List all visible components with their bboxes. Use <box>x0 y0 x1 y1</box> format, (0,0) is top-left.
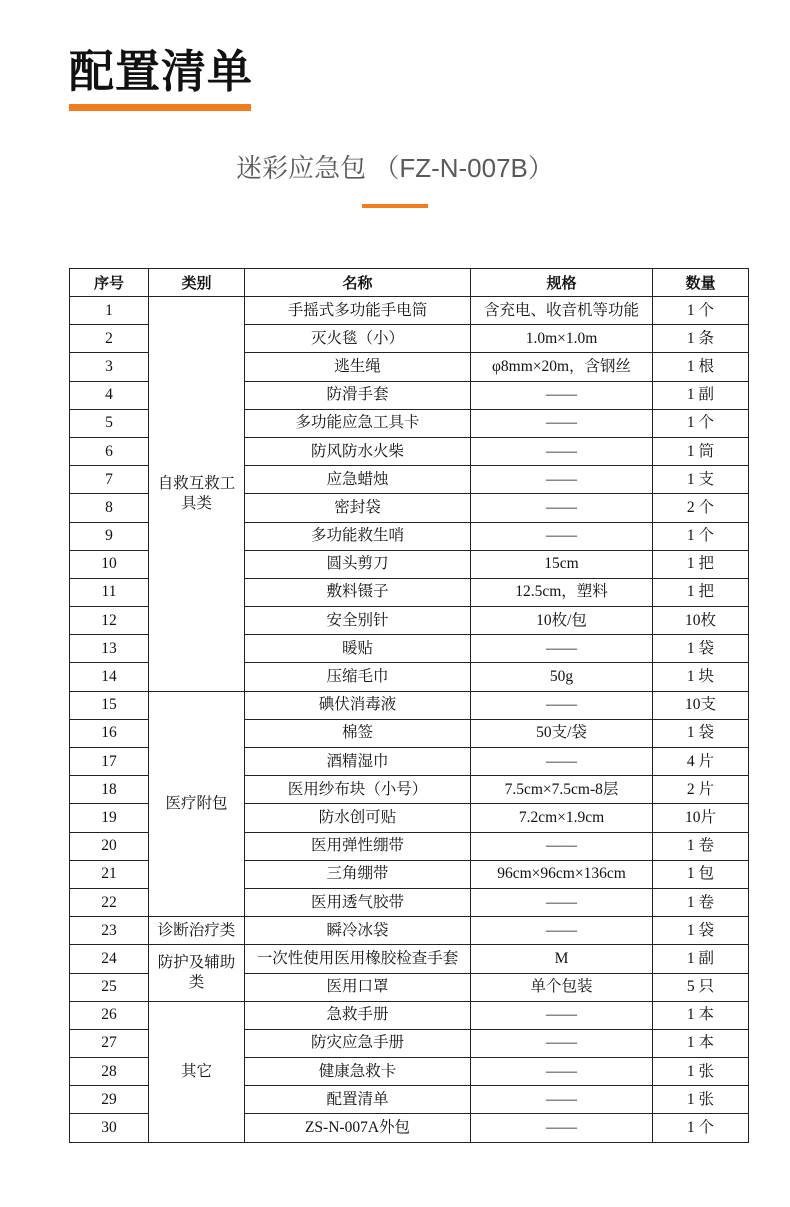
title-underline-bar <box>69 104 251 111</box>
cell-name: 圆头剪刀 <box>245 550 471 578</box>
cell-spec: —— <box>471 466 653 494</box>
cell-name: 敷料镊子 <box>245 578 471 606</box>
cell-spec: 10枚/包 <box>471 607 653 635</box>
cell-qty: 1 个 <box>653 1114 749 1142</box>
cell-qty: 1 块 <box>653 663 749 691</box>
cell-name: 多功能救生哨 <box>245 522 471 550</box>
cell-category: 医疗附包 <box>149 691 245 917</box>
cell-no: 9 <box>70 522 149 550</box>
cell-qty: 1 根 <box>653 353 749 381</box>
cell-category: 防护及辅助类 <box>149 945 245 1001</box>
cell-name: 防滑手套 <box>245 381 471 409</box>
cell-no: 6 <box>70 437 149 465</box>
cell-name: 瞬冷冰袋 <box>245 917 471 945</box>
cell-no: 8 <box>70 494 149 522</box>
cell-qty: 1 卷 <box>653 888 749 916</box>
cell-spec: —— <box>471 888 653 916</box>
table-header <box>70 269 749 297</box>
cell-spec: —— <box>471 1029 653 1057</box>
table-body <box>70 297 749 1143</box>
cell-name: 碘伏消毒液 <box>245 691 471 719</box>
cell-name: 多功能应急工具卡 <box>245 409 471 437</box>
cell-no: 24 <box>70 945 149 973</box>
cell-category: 其它 <box>149 1001 245 1142</box>
cell-no: 21 <box>70 860 149 888</box>
cell-no: 13 <box>70 635 149 663</box>
cell-qty: 1 副 <box>653 945 749 973</box>
cell-no: 1 <box>70 297 149 325</box>
cell-name: 密封袋 <box>245 494 471 522</box>
cell-name: 健康急救卡 <box>245 1058 471 1086</box>
cell-spec: M <box>471 945 653 973</box>
cell-no: 17 <box>70 748 149 776</box>
cell-name: 防风防水火柴 <box>245 437 471 465</box>
cell-no: 28 <box>70 1058 149 1086</box>
cell-spec: —— <box>471 1001 653 1029</box>
cell-name: 急救手册 <box>245 1001 471 1029</box>
table-row <box>70 945 749 973</box>
cell-spec: —— <box>471 409 653 437</box>
cell-spec: —— <box>471 381 653 409</box>
cell-spec: 15cm <box>471 550 653 578</box>
cell-name: 医用口罩 <box>245 973 471 1001</box>
cell-name: 压缩毛巾 <box>245 663 471 691</box>
cell-name: 手摇式多功能手电筒 <box>245 297 471 325</box>
cell-qty: 4 片 <box>653 748 749 776</box>
cell-no: 27 <box>70 1029 149 1057</box>
cell-name: 酒精湿巾 <box>245 748 471 776</box>
cell-no: 15 <box>70 691 149 719</box>
table-header-row <box>70 269 749 297</box>
cell-no: 22 <box>70 888 149 916</box>
cell-spec: 单个包装 <box>471 973 653 1001</box>
cell-name: 一次性使用医用橡胶检查手套 <box>245 945 471 973</box>
configuration-table <box>69 268 749 1143</box>
cell-no: 11 <box>70 578 149 606</box>
cell-qty: 2 个 <box>653 494 749 522</box>
table-row <box>70 691 749 719</box>
cell-no: 2 <box>70 325 149 353</box>
cell-spec: 50支/袋 <box>471 719 653 747</box>
cell-spec: 1.0m×1.0m <box>471 325 653 353</box>
cell-spec: φ8mm×20m，含钢丝 <box>471 353 653 381</box>
header-no: 序号 <box>70 269 149 297</box>
cell-qty: 1 包 <box>653 860 749 888</box>
cell-spec: —— <box>471 748 653 776</box>
cell-name: ZS-N-007A外包 <box>245 1114 471 1142</box>
cell-no: 25 <box>70 973 149 1001</box>
cell-no: 16 <box>70 719 149 747</box>
cell-qty: 1 个 <box>653 409 749 437</box>
cell-no: 18 <box>70 776 149 804</box>
table-row <box>70 1001 749 1029</box>
cell-no: 7 <box>70 466 149 494</box>
cell-name: 暖贴 <box>245 635 471 663</box>
cell-no: 10 <box>70 550 149 578</box>
cell-spec: —— <box>471 691 653 719</box>
cell-name: 灭火毯（小） <box>245 325 471 353</box>
cell-name: 医用弹性绷带 <box>245 832 471 860</box>
cell-spec: —— <box>471 1086 653 1114</box>
cell-spec: —— <box>471 437 653 465</box>
cell-qty: 1 支 <box>653 466 749 494</box>
cell-no: 19 <box>70 804 149 832</box>
cell-spec: —— <box>471 494 653 522</box>
cell-category: 自救互救工具类 <box>149 297 245 692</box>
cell-spec: —— <box>471 832 653 860</box>
cell-qty: 1 张 <box>653 1086 749 1114</box>
cell-spec: 7.5cm×7.5cm-8层 <box>471 776 653 804</box>
cell-qty: 1 本 <box>653 1029 749 1057</box>
cell-spec: 50g <box>471 663 653 691</box>
cell-qty: 1 把 <box>653 550 749 578</box>
cell-name: 医用透气胶带 <box>245 888 471 916</box>
cell-no: 3 <box>70 353 149 381</box>
cell-qty: 1 卷 <box>653 832 749 860</box>
cell-spec: —— <box>471 635 653 663</box>
subtitle-accent-bar <box>362 204 428 208</box>
cell-qty: 5 只 <box>653 973 749 1001</box>
cell-qty: 2 片 <box>653 776 749 804</box>
cell-no: 4 <box>70 381 149 409</box>
cell-no: 30 <box>70 1114 149 1142</box>
cell-qty: 1 条 <box>653 325 749 353</box>
cell-name: 棉签 <box>245 719 471 747</box>
cell-name: 逃生绳 <box>245 353 471 381</box>
cell-no: 14 <box>70 663 149 691</box>
cell-no: 29 <box>70 1086 149 1114</box>
cell-qty: 1 把 <box>653 578 749 606</box>
cell-qty: 1 本 <box>653 1001 749 1029</box>
cell-no: 23 <box>70 917 149 945</box>
cell-qty: 1 副 <box>653 381 749 409</box>
cell-name: 安全别针 <box>245 607 471 635</box>
cell-spec: 7.2cm×1.9cm <box>471 804 653 832</box>
cell-spec: —— <box>471 522 653 550</box>
cell-qty: 1 袋 <box>653 917 749 945</box>
cell-no: 26 <box>70 1001 149 1029</box>
cell-name: 防灾应急手册 <box>245 1029 471 1057</box>
cell-qty: 10片 <box>653 804 749 832</box>
cell-spec: —— <box>471 917 653 945</box>
cell-no: 12 <box>70 607 149 635</box>
cell-spec: 96cm×96cm×136cm <box>471 860 653 888</box>
table-row <box>70 917 749 945</box>
header-category: 类别 <box>149 269 245 297</box>
cell-qty: 1 张 <box>653 1058 749 1086</box>
header-qty: 数量 <box>653 269 749 297</box>
cell-name: 防水创可贴 <box>245 804 471 832</box>
header-spec: 规格 <box>471 269 653 297</box>
cell-qty: 1 袋 <box>653 719 749 747</box>
cell-spec: 12.5cm，塑料 <box>471 578 653 606</box>
cell-qty: 10枚 <box>653 607 749 635</box>
cell-name: 应急蜡烛 <box>245 466 471 494</box>
table-row <box>70 297 749 325</box>
cell-name: 三角绷带 <box>245 860 471 888</box>
cell-category: 诊断治疗类 <box>149 917 245 945</box>
cell-qty: 1 袋 <box>653 635 749 663</box>
page-title: 配置清单 <box>69 46 254 97</box>
cell-qty: 10支 <box>653 691 749 719</box>
cell-qty: 1 个 <box>653 522 749 550</box>
cell-spec: —— <box>471 1058 653 1086</box>
cell-no: 20 <box>70 832 149 860</box>
cell-qty: 1 个 <box>653 297 749 325</box>
cell-spec: —— <box>471 1114 653 1142</box>
cell-no: 5 <box>70 409 149 437</box>
cell-name: 配置清单 <box>245 1086 471 1114</box>
cell-name: 医用纱布块（小号） <box>245 776 471 804</box>
cell-spec: 含充电、收音机等功能 <box>471 297 653 325</box>
header-name: 名称 <box>245 269 471 297</box>
cell-qty: 1 筒 <box>653 437 749 465</box>
product-subtitle: 迷彩应急包 （FZ-N-007B） <box>236 153 554 183</box>
